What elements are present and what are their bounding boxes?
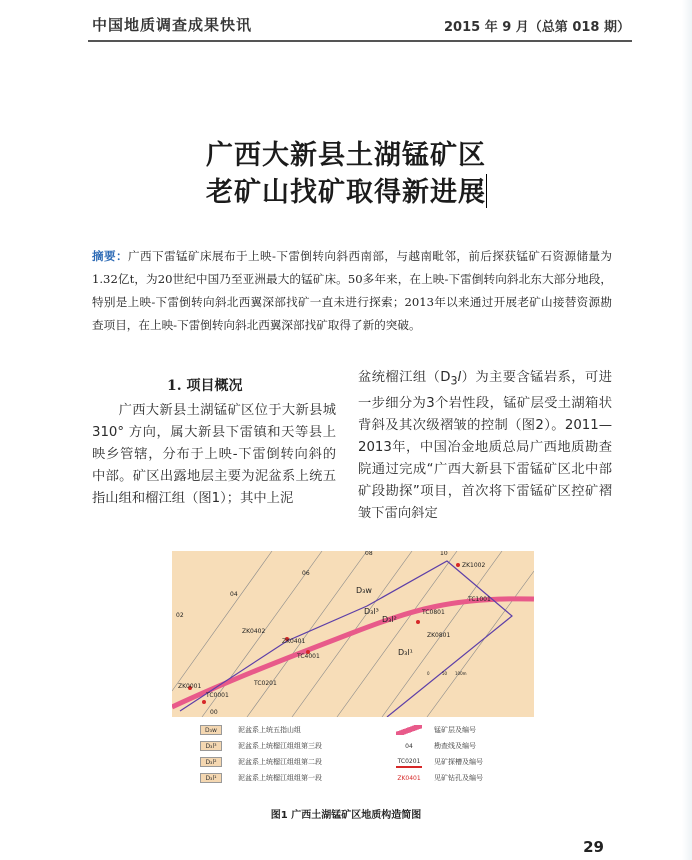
legend-symbol: D₃w	[200, 725, 222, 735]
unit-label: D₃w	[356, 586, 372, 595]
right-column-post: ）为主要含锰岩系，可进一步细分为3个岩性段，锰矿层受土湖箱状背斜及其次级褶皱的控制（图2）。2011—2013年，中国冶金地质总局广西地质勘查院通过完成“广西大新县下雷锰矿区北中部矿段勘探”项目，首次将下雷锰矿区控矿褶皱下雷向斜定	[358, 370, 612, 521]
unit-label: D₃l¹	[398, 648, 413, 657]
text-cursor	[486, 174, 487, 208]
legend-text: 勘查线及编号	[434, 742, 476, 750]
right-column-italic: l	[457, 370, 462, 385]
drill-hole-label: TC0201	[254, 680, 277, 687]
legend-symbol: D₃l¹	[200, 773, 222, 783]
legend-symbol: D₃l²	[200, 757, 222, 767]
drill-hole-label: ZK0001	[178, 683, 202, 690]
abstract-text: 广西下雷锰矿床展布于上映-下雷倒转向斜西南部，与越南毗邻，前后探获锰矿石资源储量为1.32亿t，为20世纪中国乃至亚洲最大的锰矿床。50多年来，在上映-下雷倒转向斜北东大部分地段，特别是上映-下雷倒转向斜北西翼深部找矿一直未进行探索；2013年以来通过开展老矿山接替资源勘查项目，在上映-下雷倒转向斜北西翼深部找矿取得了新的突破。	[92, 249, 612, 332]
legend-item	[200, 772, 322, 784]
geologic-map	[172, 551, 534, 717]
legend-item	[200, 756, 322, 768]
abstract	[92, 245, 612, 337]
header-rule	[88, 40, 632, 42]
scale-label: 0	[427, 671, 430, 676]
page-edge-shade	[682, 0, 692, 860]
drill-hole-label: ZK0801	[427, 632, 451, 639]
grid-number: 10	[440, 551, 448, 557]
drill-hole-label: ZK0402	[242, 628, 266, 635]
legend-item	[396, 756, 483, 768]
section-title: 1. 项目概况	[167, 378, 243, 394]
map-svg	[172, 551, 534, 717]
legend-item	[396, 772, 483, 784]
left-column-text: 广西大新县土湖锰矿区位于大新县城310° 方向，属大新县下雷镇和天等县上映乡管辖，分布于上映-下雷倒转向斜的中部。矿区出露地层主要为泥盆系上统五指山组和榴江组（图1）；其中上泥	[92, 403, 336, 506]
drill-hole-label: TC0001	[206, 692, 229, 699]
legend-text: 锰矿层及编号	[434, 726, 476, 734]
right-column-sub: 3	[450, 374, 458, 388]
drill-hole-label: ZK0401	[282, 638, 306, 645]
page-number: 29	[583, 838, 604, 856]
journal-title: 中国地质调查成果快讯	[92, 16, 253, 34]
legend-symbol: ZK0401	[397, 774, 421, 782]
article-title-line2: 老矿山找矿取得新进展	[206, 177, 486, 208]
legend-text: 泥盆系上统榴江组组第一段	[238, 774, 322, 782]
grid-number: 04	[230, 591, 238, 598]
map-legend	[200, 724, 580, 794]
drill-hole-label: TC1001	[468, 596, 491, 603]
mining-boundary	[180, 561, 512, 717]
drill-hole-label: TC4001	[297, 653, 320, 660]
legend-text: 泥盆系上统榴江组组第二段	[238, 758, 322, 766]
grid-number: 08	[365, 551, 373, 557]
map-labels	[176, 551, 491, 716]
legend-text: 泥盆系上统榴江组组第三段	[238, 742, 322, 750]
drill-hole-label: ZK1002	[462, 562, 486, 569]
legend-symbol: TC0201	[396, 756, 422, 768]
legend-text: 泥盆系上统五指山组	[238, 726, 301, 734]
right-column-text	[358, 367, 612, 525]
legend-symbol: D₃l³	[200, 741, 222, 751]
legend-item	[200, 740, 322, 752]
legend-text: 见矿钻孔及编号	[434, 774, 483, 782]
legend-item	[200, 724, 301, 736]
grid-number: 02	[176, 612, 184, 619]
unit-label: D₃l²	[382, 615, 397, 624]
article-title-line1: 广西大新县土湖锰矿区	[206, 140, 486, 171]
issue-date: 2015 年 9 月（总第 018 期）	[444, 20, 630, 35]
scale-label: 50	[442, 671, 448, 676]
legend-text: 见矿探槽及编号	[434, 758, 483, 766]
scale-label: 100m	[455, 671, 467, 676]
legend-item	[396, 724, 476, 736]
figure-caption: 图1 广西土湖锰矿区地质构造简图	[270, 810, 422, 821]
grid-number: 06	[302, 570, 310, 577]
unit-label: D₃l³	[364, 607, 379, 616]
legend-symbol	[396, 725, 422, 735]
legend-item	[396, 740, 476, 752]
abstract-label: 摘要：	[92, 249, 129, 263]
right-column-pre: 盆统榴江组（D	[358, 370, 451, 385]
drill-hole-label: TC0801	[422, 609, 445, 616]
grid-number: 00	[210, 709, 218, 716]
legend-symbol: 04	[405, 742, 413, 750]
